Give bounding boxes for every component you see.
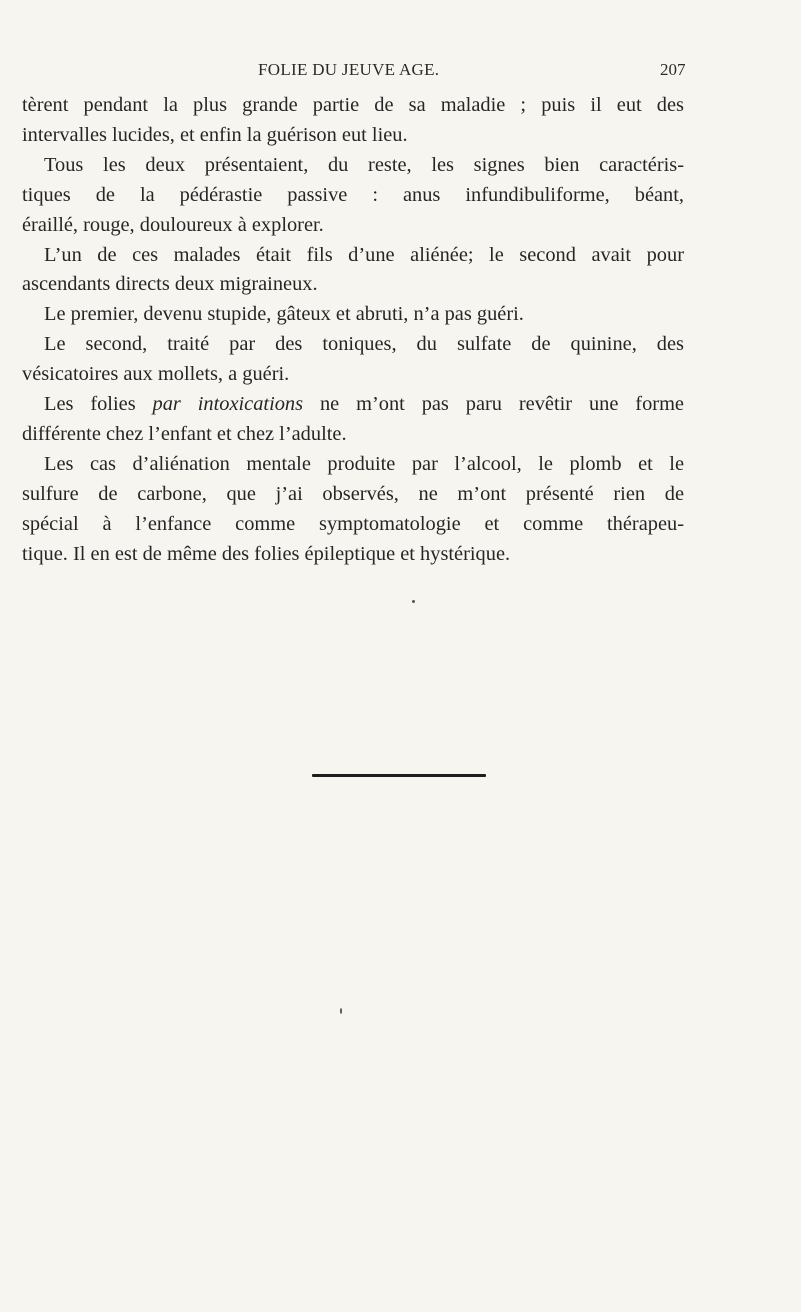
- text-fragment: ne m’ont pas paru revêtir une forme: [319, 393, 684, 416]
- text-line: vésicatoires aux mollets, a guéri.: [22, 363, 290, 386]
- ink-speck: [340, 1008, 342, 1014]
- section-rule: [312, 774, 486, 777]
- italic-phrase: par intoxications: [152, 393, 304, 416]
- text-fragment: Les folies: [44, 393, 153, 416]
- text-line: différente chez l’enfant et chez l’adulte.: [22, 422, 347, 445]
- running-title: FOLIE DU JEUVE AGE.: [258, 60, 440, 79]
- text-line: tique. Il en est de même des folies épileptique et hystérique.: [22, 542, 511, 565]
- text-line: tèrent pendant la plus grande partie de sa maladie ; puis il eut des: [22, 94, 684, 116]
- text-line: [22, 390, 684, 420]
- text-line: Les cas d’aliénation mentale produite par l’alcool, le plomb et le: [44, 452, 684, 475]
- text-line: intervalles lucides, et enfin la guérison eut lieu.: [22, 123, 408, 146]
- ink-speck: [412, 600, 415, 603]
- text-line: sulfure de carbone, que j’ai observés, ne m’ont présenté rien de: [22, 482, 684, 505]
- page-header: [0, 60, 801, 86]
- text-line: tiques de la pédérastie passive : anus infundibuliforme, béant,: [22, 183, 684, 206]
- text-line: L’un de ces malades était fils d’une aliénée; le second avait pour: [44, 243, 684, 266]
- text-line: ascendants directs deux migraineux.: [22, 273, 318, 296]
- text-line: Tous les deux présentaient, du reste, les signes bien caractéris-: [44, 153, 684, 176]
- body-text: [22, 91, 684, 570]
- text-line: éraillé, rouge, douloureux à explorer.: [22, 213, 324, 236]
- text-line: Le premier, devenu stupide, gâteux et abruti, n’a pas guéri.: [44, 303, 524, 326]
- text-line: Le second, traité par des toniques, du sulfate de quinine, des: [44, 333, 684, 356]
- page-number: 207: [660, 60, 686, 79]
- text-line: spécial à l’enfance comme symptomatologie et comme thérapeu-: [22, 512, 684, 535]
